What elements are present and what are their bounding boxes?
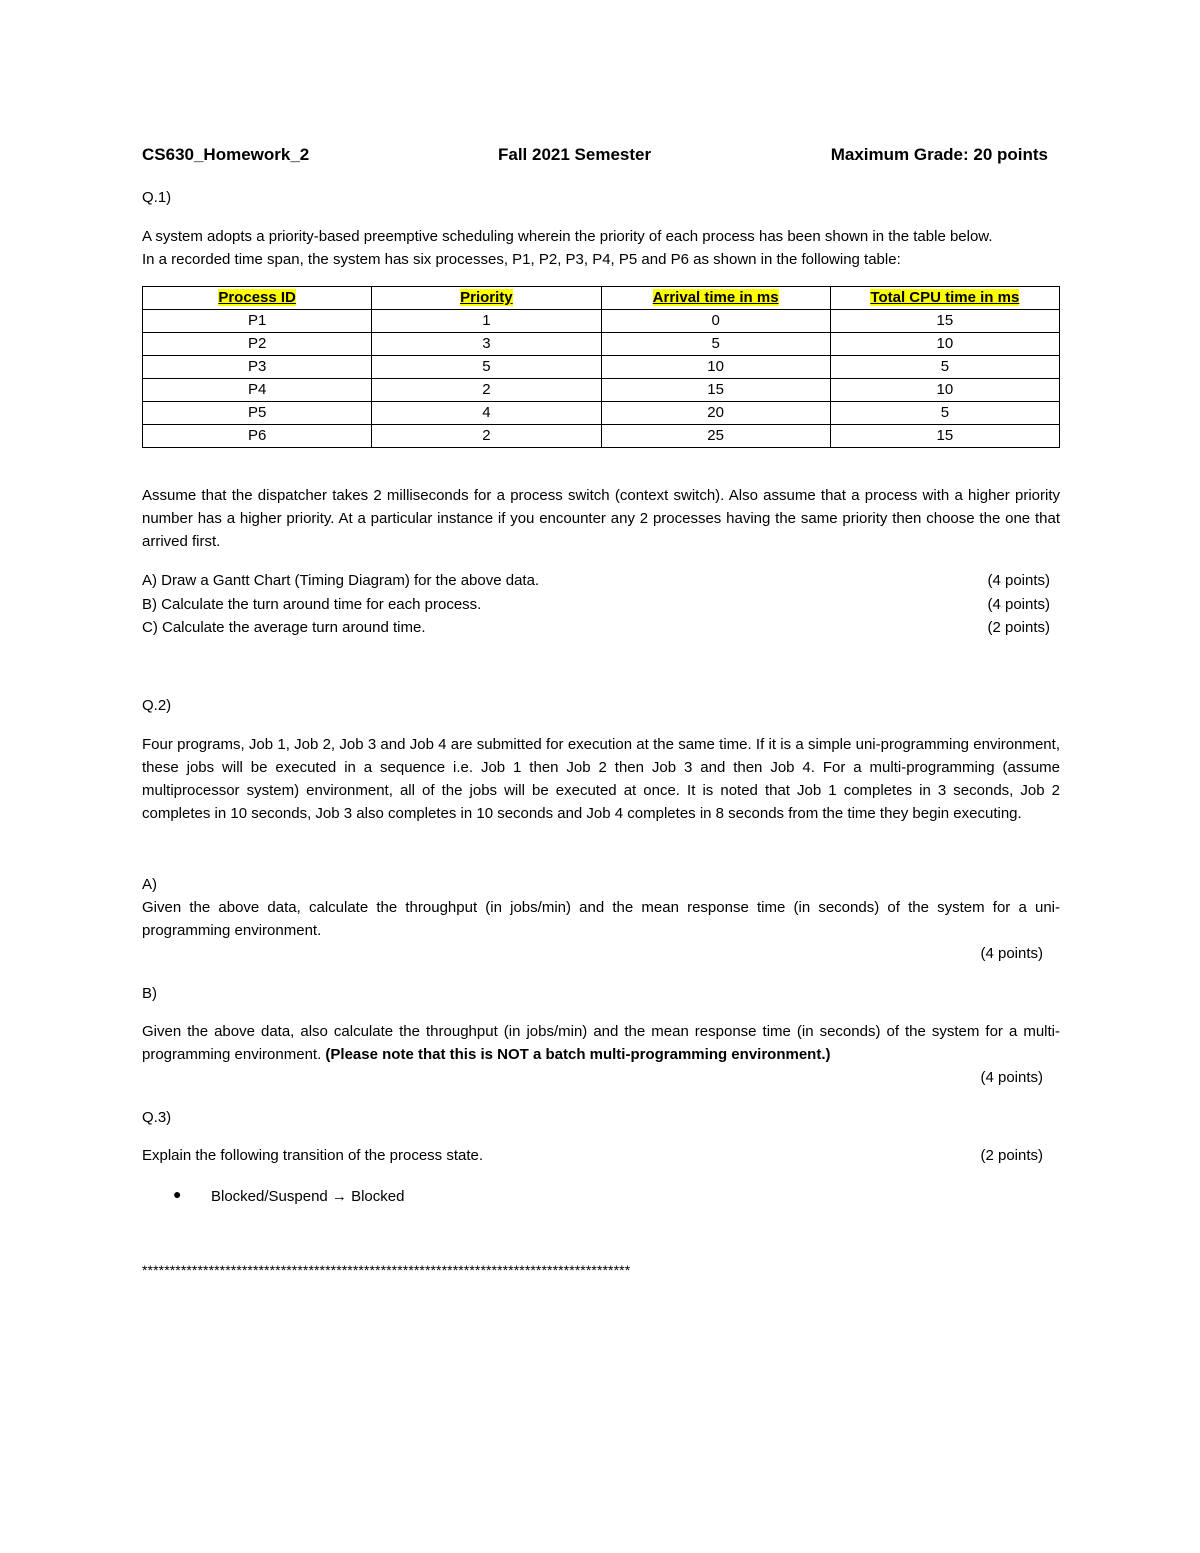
course-title: CS630_Homework_2 (142, 145, 310, 164)
q2-part-a-label: A) (142, 876, 157, 893)
table-header-row (143, 287, 1060, 310)
table-row (143, 425, 1060, 448)
q3-label: Q.3) (142, 1109, 172, 1126)
q1-part-a-points: (4 points) (987, 572, 1050, 589)
table-cell: 5 (830, 402, 1059, 425)
table-cell: 15 (601, 379, 830, 402)
table-cell: P1 (143, 310, 372, 333)
max-grade: Maximum Grade: 20 points (830, 145, 1048, 164)
table-cell: 5 (372, 356, 601, 379)
q1-intro-line2: In a recorded time span, the system has six processes, P1, P2, P3, P4, P5 and P6 as shown in the following table: (142, 251, 901, 268)
q2-part-b-text (142, 1020, 1060, 1066)
q3-bullet-item: Blocked/Suspend → Blocked (211, 1188, 405, 1205)
table-cell: 1 (372, 310, 601, 333)
q2-part-b-label: B) (142, 985, 157, 1002)
q1-intro-line1: A system adopts a priority-based preemptive scheduling wherein the priority of each process has been shown in the table below. (142, 228, 993, 245)
q2-intro: Four programs, Job 1, Job 2, Job 3 and Job 4 are submitted for execution at the same time. If it is a simple uni-programming environment, these jobs will be executed in a sequence i.e. Job 1 then Job 2 then Job 3 and then Job 4. For a multi-programming (assume multiprocessor system) environment, all of the jobs will be executed at once. It is noted that Job 1 completes in 3 seconds, Job 2 completes in 10 seconds, Job 3 also completes in 10 seconds and Job 4 completes in 8 seconds from the time they begin executing. (142, 736, 1060, 822)
header-cell: Total CPU time in ms (830, 287, 1059, 310)
table-cell: P6 (143, 425, 372, 448)
semester-title: Fall 2021 Semester (498, 145, 652, 164)
q2-part-b-body: Given the above data, also calculate the throughput (in jobs/min) and the mean response time (in seconds) of the system for a multi-programming environment. (142, 1023, 1060, 1063)
q2-part-b-note: (Please note that this is NOT a batch multi-programming environment.) (325, 1046, 831, 1063)
table-cell: 10 (601, 356, 830, 379)
table-row (143, 356, 1060, 379)
table-cell: 5 (601, 333, 830, 356)
q1-part-c: C) Calculate the average turn around time. (142, 619, 426, 636)
q1-part-c-points: (2 points) (987, 619, 1050, 636)
table-cell: 15 (830, 310, 1059, 333)
table-cell: P5 (143, 402, 372, 425)
table-cell: 4 (372, 402, 601, 425)
table-cell: 10 (830, 379, 1059, 402)
header-cell: Process ID (143, 287, 372, 310)
footer-stars: **************************************************************************************** (142, 1262, 631, 1278)
q1-assumption: Assume that the dispatcher takes 2 milliseconds for a process switch (context switch). Also assume that a process with a higher priority number has a higher priority. At a particular instance if you encounter any 2 processes having the same priority then choose the one that arrived first. (142, 487, 1060, 550)
table-row (143, 402, 1060, 425)
table-cell: 15 (830, 425, 1059, 448)
q2-part-a-text: Given the above data, calculate the throughput (in jobs/min) and the mean response time (in seconds) of the system for a uni-programming environment. (142, 899, 1060, 939)
table-cell: P4 (143, 379, 372, 402)
table-row (143, 333, 1060, 356)
q3-text: Explain the following transition of the process state. (142, 1147, 484, 1164)
q2-part-b-points: (4 points) (980, 1069, 1043, 1086)
q2-part-a-points: (4 points) (980, 945, 1043, 962)
q1-label: Q.1) (142, 189, 172, 206)
q1-part-a: A) Draw a Gantt Chart (Timing Diagram) for the above data. (142, 572, 540, 589)
bullet-icon: ● (173, 1186, 182, 1202)
table-cell: 2 (372, 379, 601, 402)
table-cell: 2 (372, 425, 601, 448)
header-cell: Priority (372, 287, 601, 310)
q2-label: Q.2) (142, 697, 172, 714)
table-row (143, 379, 1060, 402)
table-cell: P2 (143, 333, 372, 356)
q3-points: (2 points) (980, 1147, 1043, 1164)
table-row (143, 310, 1060, 333)
table-cell: 5 (830, 356, 1059, 379)
header-cell: Arrival time in ms (601, 287, 830, 310)
q1-part-b-points: (4 points) (987, 596, 1050, 613)
process-table (142, 286, 1060, 448)
table-cell: 20 (601, 402, 830, 425)
q1-part-b: B) Calculate the turn around time for each process. (142, 596, 482, 613)
table-cell: P3 (143, 356, 372, 379)
table-cell: 10 (830, 333, 1059, 356)
table-cell: 0 (601, 310, 830, 333)
table-cell: 25 (601, 425, 830, 448)
table-cell: 3 (372, 333, 601, 356)
